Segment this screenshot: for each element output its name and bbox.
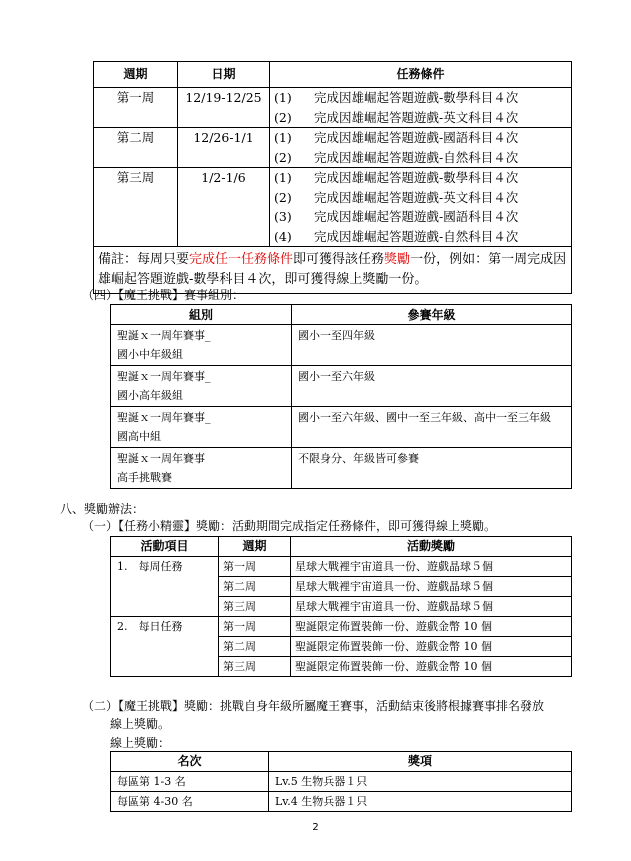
condition-number: (1) <box>274 90 292 105</box>
condition-text: 完成因雄崛起答題遊戲-英文科目４次 <box>314 109 519 125</box>
group-cell <box>111 448 292 489</box>
page-number: 2 <box>312 822 319 833</box>
table-row <box>111 407 572 448</box>
conditions-cell <box>270 128 572 168</box>
section-heading: 八、獎勵辦法： <box>60 502 145 516</box>
task-item-cell: 1. 每周任務 <box>111 557 219 617</box>
groups-table <box>110 304 572 489</box>
week-cell: 第一周 <box>94 88 178 128</box>
condition-number: (3) <box>274 209 292 224</box>
condition-text: 完成因雄崛起答題遊戲-自然科目４次 <box>314 149 519 165</box>
note-text: 即可獲得該任務 <box>293 252 385 267</box>
table-header: 任務條件 <box>270 62 572 88</box>
group-name-line: 國高中組 <box>117 430 161 443</box>
table-row <box>111 448 572 489</box>
table-row <box>94 88 572 128</box>
note-highlight: 獎勵 <box>384 252 411 267</box>
ranking-rewards-table <box>110 751 572 812</box>
grades-cell: 國小一至六年級 <box>292 366 572 407</box>
week-cell: 第三周 <box>219 597 291 617</box>
subsection-heading: （二）【魔王挑戰】獎勵：挑戰自身年級所屬魔王賽事，活動結束後將根據賽事排名發放 <box>82 699 545 713</box>
grades-cell: 不限身分、年級皆可參賽 <box>292 448 572 489</box>
table-header: 週期 <box>94 62 178 88</box>
reward-cell: 聖誕限定佈置裝飾一份、遊戲金幣 10 個 <box>291 617 572 637</box>
note-text: 一份，例如：第一周完成因雄崛起答題遊戲-數學科目４次，即可獲得線上獎勵一份。 <box>98 252 567 287</box>
conditions-cell <box>270 168 572 247</box>
group-name-line: 聖誕ｘ一周年賽事_ <box>117 329 211 342</box>
condition-number: (1) <box>274 170 292 185</box>
grades-cell: 國小一至六年級、國中一至三年級、高中一至三年級 <box>292 407 572 448</box>
condition-number: (1) <box>274 130 292 145</box>
condition-number: (2) <box>274 189 292 205</box>
group-name-line: 國小中年級組 <box>117 348 183 361</box>
table-header: 週期 <box>219 537 291 557</box>
table-header: 日期 <box>178 62 270 88</box>
reward-cell: 星球大戰裡宇宙道具一份、遊戲晶球５個 <box>291 597 572 617</box>
table-row <box>111 366 572 407</box>
condition-text: 完成因雄崛起答題遊戲-英文科目４次 <box>314 189 519 205</box>
prize-cell: Lv.5 生物兵器１只 <box>269 772 572 792</box>
rank-cell: 每區第 4-30 名 <box>111 792 269 812</box>
table-row <box>111 792 572 812</box>
note-highlight: 完成任一任務條件 <box>189 252 294 267</box>
group-cell <box>111 366 292 407</box>
table-header: 活動項目 <box>111 537 219 557</box>
week-cell: 第一周 <box>219 617 291 637</box>
table-row <box>94 168 572 247</box>
table-header: 組別 <box>111 305 292 325</box>
group-name-line: 聖誕ｘ一周年賽事_ <box>117 370 211 383</box>
condition-text: 完成因雄崛起答題遊戲-國語科目４次 <box>314 130 519 145</box>
condition-number: (2) <box>274 149 292 165</box>
group-name-line: 聖誕ｘ一周年賽事_ <box>117 411 211 424</box>
subsection-heading-cont: 線上獎勵。 <box>110 717 171 731</box>
group-name-line: 聖誕ｘ一周年賽事 <box>117 452 205 465</box>
group-name-line: 高手挑戰賽 <box>117 471 172 484</box>
week-cell: 第一周 <box>219 557 291 577</box>
reward-cell: 星球大戰裡宇宙道具一份、遊戲晶球５個 <box>291 557 572 577</box>
table-row <box>111 325 572 366</box>
week-cell: 第二周 <box>219 577 291 597</box>
condition-number: (2) <box>274 109 292 125</box>
reward-cell: 星球大戰裡宇宙道具一份、遊戲晶球５個 <box>291 577 572 597</box>
task-item-cell: 2. 每日任務 <box>111 617 219 677</box>
week-cell: 第二周 <box>94 128 178 168</box>
section-heading: （四）【魔王挑戰】賽事組別： <box>82 288 245 302</box>
table-row <box>111 617 572 637</box>
table-header: 名次 <box>111 752 269 772</box>
condition-number: (4) <box>274 228 292 244</box>
condition-text: 完成因雄崛起答題遊戲-國語科目４次 <box>314 209 519 224</box>
group-cell <box>111 407 292 448</box>
condition-text: 完成因雄崛起答題遊戲-數學科目４次 <box>314 90 519 105</box>
table-header: 參賽年級 <box>292 305 572 325</box>
conditions-cell <box>270 88 572 128</box>
condition-text: 完成因雄崛起答題遊戲-自然科目４次 <box>314 228 519 244</box>
date-cell: 12/19-12/25 <box>178 88 270 128</box>
group-cell <box>111 325 292 366</box>
week-cell: 第三周 <box>219 657 291 677</box>
date-cell: 12/26-1/1 <box>178 128 270 168</box>
table-header: 活動獎勵 <box>291 537 572 557</box>
week-cell: 第三周 <box>94 168 178 247</box>
grades-cell: 國小一至四年級 <box>292 325 572 366</box>
note-text: 備註：每周只要 <box>98 252 190 267</box>
table-header: 獎項 <box>269 752 572 772</box>
table-row <box>94 128 572 168</box>
reward-cell: 聖誕限定佈置裝飾一份、遊戲金幣 10 個 <box>291 657 572 677</box>
table-row <box>111 557 572 577</box>
online-reward-label: 線上獎勵： <box>110 736 171 750</box>
rank-cell: 每區第 1-3 名 <box>111 772 269 792</box>
group-name-line: 國小高年級組 <box>117 389 183 402</box>
condition-text: 完成因雄崛起答題遊戲-數學科目４次 <box>314 170 519 185</box>
date-cell: 1/2-1/6 <box>178 168 270 247</box>
weekly-task-table <box>93 61 572 294</box>
subsection-heading: （一）【任務小精靈】獎勵：活動期間完成指定任務條件，即可獲得線上獎勵。 <box>82 519 497 533</box>
prize-cell: Lv.4 生物兵器１只 <box>269 792 572 812</box>
table-row <box>111 772 572 792</box>
week-cell: 第二周 <box>219 637 291 657</box>
task-rewards-table <box>110 536 572 677</box>
reward-cell: 聖誕限定佈置裝飾一份、遊戲金幣 10 個 <box>291 637 572 657</box>
